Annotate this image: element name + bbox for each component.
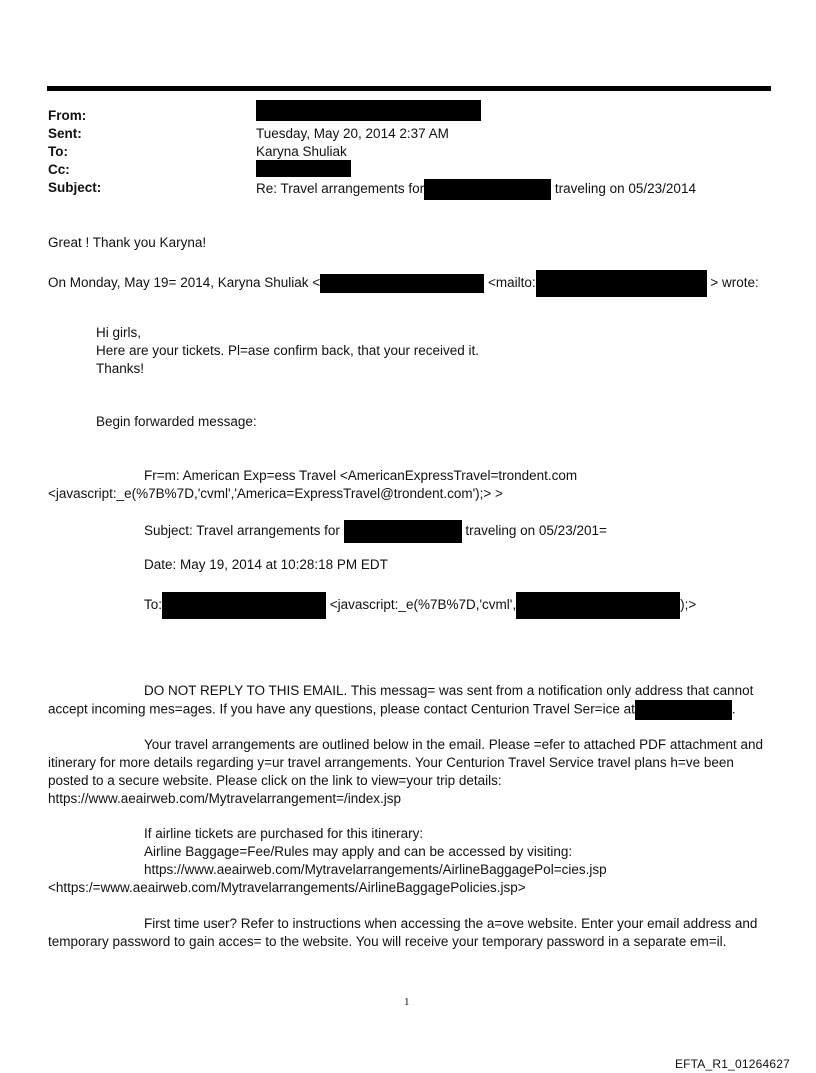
begin-forwarded: Begin forwarded message: xyxy=(96,414,257,429)
p3-link[interactable]: https://www.aeairweb.com/Mytravelarrangements/AirlineBaggagePol=cies.jsp xyxy=(144,862,607,877)
quote-intro-suffix: > wrote: xyxy=(710,275,759,291)
subject-suffix: traveling on 05/23/2014 xyxy=(554,181,696,197)
fwd-to-suffix: );> xyxy=(680,597,697,613)
sent-label: Sent: xyxy=(48,126,82,141)
p2-line1: Your travel arrangements are outlined below in the email. Please =efer to attached PDF attachment and xyxy=(144,737,763,752)
subject-prefix: Re: Travel arrangements for xyxy=(256,181,425,197)
redaction-box xyxy=(344,520,462,543)
fwd-to-mid: <javascript:_e(%7B%7D,'cvml', xyxy=(329,597,517,613)
cc-value xyxy=(256,159,351,177)
p3-link-bracketed[interactable]: <https:/=www.aeairweb.com/Mytravelarrangements/AirlineBaggagePolicies.jsp> xyxy=(48,880,526,895)
quoted-hi: Hi girls, xyxy=(96,325,142,340)
quoted-tickets: Here are your tickets. Pl=ase confirm back, that your received it. xyxy=(96,343,480,358)
p4-line1: First time user? Refer to instructions when accessing the a=ove website. Enter your email address and xyxy=(144,916,758,931)
p1-line2: accept incoming mes=ages. If you have any questions, please contact Centurion Travel Ser=ice at xyxy=(48,701,635,717)
page-number: 1 xyxy=(404,996,410,1008)
subject-label: Subject: xyxy=(48,180,102,195)
p2-line2: itinerary for more details regarding y=ur travel arrangements. Your Centurion Travel Service travel plans h=ve been xyxy=(48,755,734,770)
p1-line1: DO NOT REPLY TO THIS EMAIL. This messag= was sent from a notification only address that cannot xyxy=(144,683,754,698)
quote-intro-prefix: On Monday, May 19= 2014, Karyna Shuliak < xyxy=(48,275,321,291)
fwd-from-line2: <javascript:_e(%7B%7D,'cvml','America=ExpressTravel@trondent.com');> > xyxy=(48,486,503,501)
paragraph-do-not-reply xyxy=(48,682,772,720)
email-header xyxy=(48,107,768,197)
p1-end: . xyxy=(731,701,736,717)
cc-label: Cc: xyxy=(48,162,70,177)
from-value xyxy=(256,100,481,121)
redaction-box xyxy=(320,274,484,293)
p3-line1: If airline tickets are purchased for this itinerary: xyxy=(144,826,424,841)
p3-line2: Airline Baggage=Fee/Rules may apply and can be accessed by visiting: xyxy=(144,844,573,859)
redaction-box xyxy=(516,592,680,619)
sent-value: Tuesday, May 20, 2014 2:37 AM xyxy=(256,126,449,141)
quoted-thanks: Thanks! xyxy=(96,361,145,376)
p4-line2: temporary password to gain acces= to the website. You will receive your temporary password in a separate em=il. xyxy=(48,934,727,949)
subject-value xyxy=(256,179,696,200)
from-label: From: xyxy=(48,108,87,123)
fwd-to xyxy=(144,592,696,619)
to-label: To: xyxy=(48,144,68,159)
redaction-box xyxy=(162,592,326,619)
paragraph-baggage xyxy=(48,825,772,897)
cc-row xyxy=(48,161,768,179)
subject-row xyxy=(48,179,768,197)
to-value: Karyna Shuliak xyxy=(256,144,347,159)
sent-row xyxy=(48,125,768,143)
quote-intro-mailto: <mailto: xyxy=(487,275,536,291)
paragraph-arrangements xyxy=(48,736,772,808)
to-row xyxy=(48,143,768,161)
from-row xyxy=(48,107,768,125)
greeting: Great ! Thank you Karyna! xyxy=(48,235,207,250)
p2-line3: posted to a secure website. Please click on the link to view=your trip details: xyxy=(48,773,502,788)
redaction-box xyxy=(256,100,481,121)
quote-intro xyxy=(48,270,759,297)
p2-link[interactable]: https://www.aeairweb.com/Mytravelarrangement=/index.jsp xyxy=(48,791,402,806)
document-id: EFTA_R1_01264627 xyxy=(674,1057,790,1071)
header-rule xyxy=(47,86,771,91)
fwd-date: Date: May 19, 2014 at 10:28:18 PM EDT xyxy=(144,557,388,572)
redaction-box xyxy=(256,160,351,177)
fwd-subject-prefix: Subject: Travel arrangements for xyxy=(144,523,340,539)
fwd-from-line1: Fr=m: American Exp=ess Travel <AmericanExpressTravel=trondent.com xyxy=(144,468,578,483)
fwd-subject-suffix: traveling on 05/23/201= xyxy=(465,523,607,539)
paragraph-first-time xyxy=(48,915,772,951)
redaction-box xyxy=(635,700,732,720)
fwd-subject xyxy=(144,520,607,543)
redaction-box xyxy=(536,270,707,297)
redaction-box xyxy=(424,179,551,200)
fwd-to-prefix: To: xyxy=(144,597,163,613)
